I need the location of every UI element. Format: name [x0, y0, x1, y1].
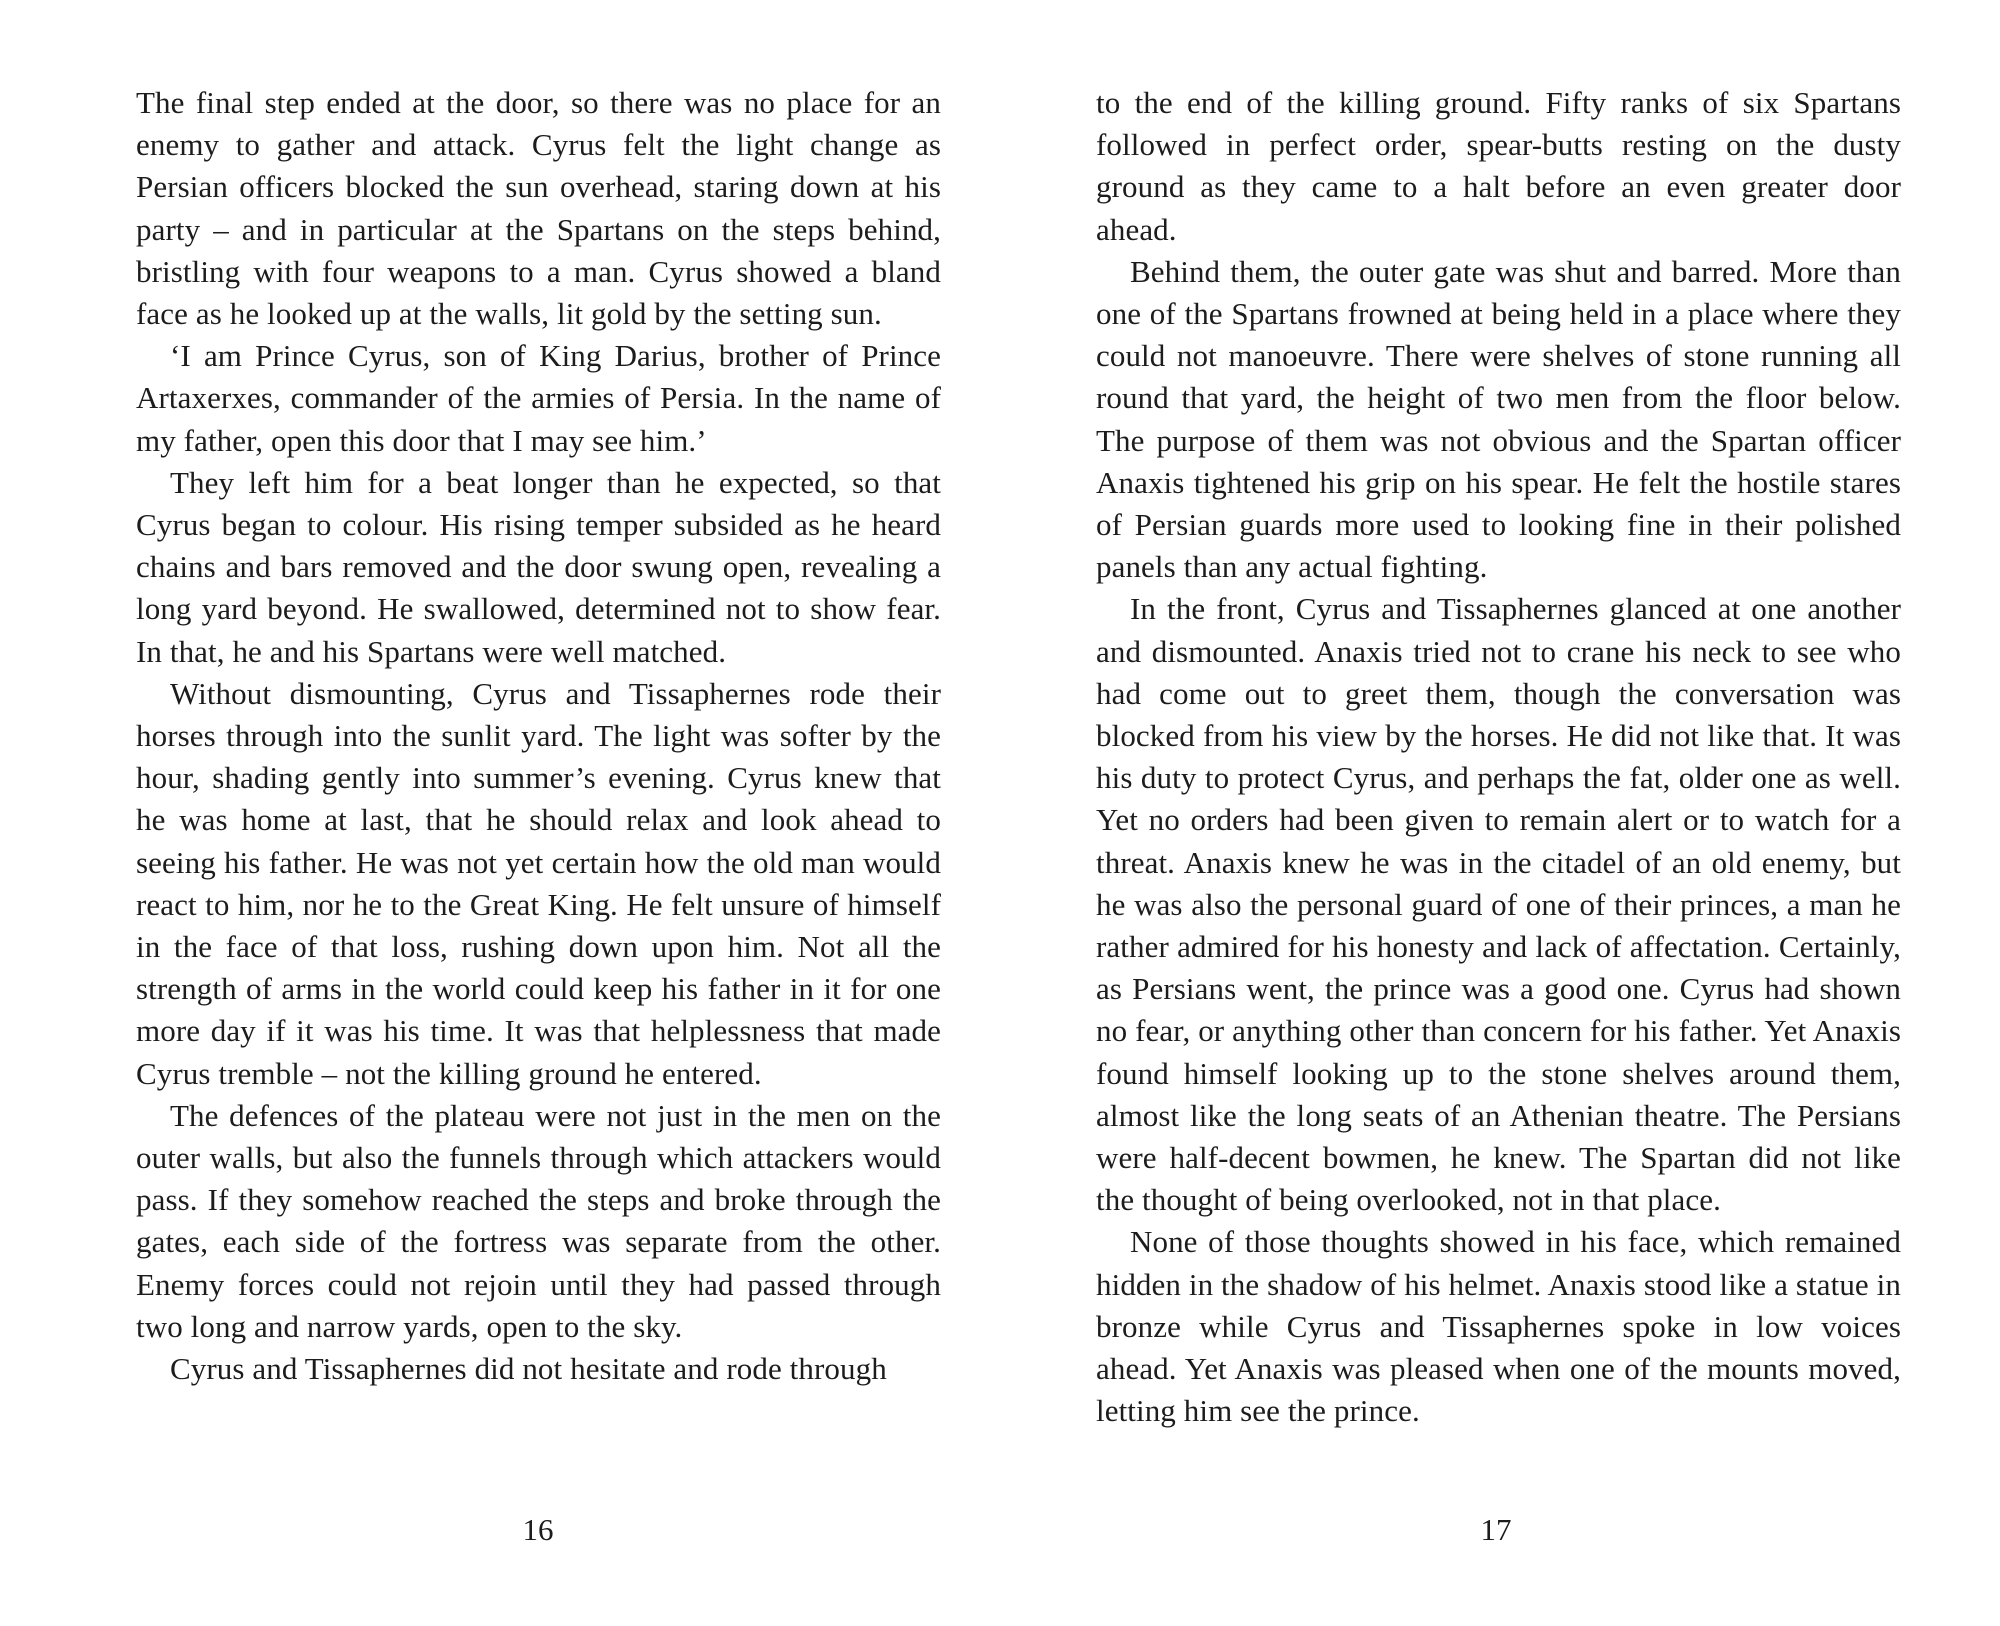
- right-paragraph-1: to the end of the killing ground. Fifty ranks of six Spartans followed in perfect order, spear-butts resting on the dusty ground as they came to a halt before an even greater door ahead.: [1096, 85, 1901, 247]
- left-paragraph-4: Without dismounting, Cyrus and Tissaphernes rode their horses through into the sunlit yard. The light was softer by the hour, shading gently into summer’s evening. Cyrus knew that he was home at last, that he should relax and look ahead to seeing his father. He was not yet certain how the old man would react to him, nor he to the Great King. He felt unsure of himself in the face of that loss, rushing down upon him. Not all the strength of arms in the world could keep his father in it for one more day if it was his time. It was that helplessness that made Cyrus tremble – not the killing ground he entered.: [136, 675, 941, 1091]
- right-paragraph-2: Behind them, the outer gate was shut and barred. More than one of the Spartans frowned at being held in a place where they could not manoeuvre. There were shelves of stone running all round that yard, the height of two men from the floor below. The purpose of them was not obvious and the Spartan officer Anaxis tightened his grip on his spear. He felt the hostile stares of Persian guards more used to looking fine in their polished panels than any actual fighting.: [1096, 253, 1901, 585]
- left-page: [136, 82, 941, 1390]
- left-paragraph-2: ‘I am Prince Cyrus, son of King Darius, brother of Prince Artaxerxes, commander of the armies of Persia. In the name of my father, open this door that I may see him.’: [136, 338, 941, 458]
- right-page-number: 17: [1480, 1512, 1512, 1547]
- right-page: [1096, 82, 1901, 1433]
- right-paragraph-4: None of those thoughts showed in his face, which remained hidden in the shadow of his helmet. Anaxis stood like a statue in bronze while Cyrus and Tissaphernes spoke in low voices ahead. Yet Anaxis was pleased when one of the mounts moved, letting him see the prince.: [1096, 1224, 1901, 1429]
- left-page-number: 16: [522, 1512, 554, 1547]
- left-paragraph-6: Cyrus and Tissaphernes did not hesitate and rode through: [170, 1351, 887, 1387]
- left-paragraph-3: They left him for a beat longer than he expected, so that Cyrus began to colour. His rising temper subsided as he heard chains and bars removed and the door swung open, revealing a long yard beyond. He swallowed, determined not to show fear. In that, he and his Spartans were well matched.: [136, 464, 941, 669]
- left-paragraph-1: The final step ended at the door, so there was no place for an enemy to gather and attack. Cyrus felt the light change as Persian officers blocked the sun overhead, staring down at his party – and in particular at the Spartans on the steps behind, bristling with four weapons to a man. Cyrus showed a bland face as he looked up at the walls, lit gold by the setting sun.: [136, 85, 941, 332]
- right-paragraph-3: In the front, Cyrus and Tissaphernes glanced at one another and dismounted. Anaxis tried not to crane his neck to see who had come out to greet them, though the conversation was blocked from his view by the horses. He did not like that. It was his duty to protect Cyrus, and perhaps the fat, older one as well. Yet no orders had been given to remain alert or to watch for a threat. Anaxis knew he was in the citadel of an old enemy, but he was also the personal guard of one of their princes, a man he rather admired for his honesty and lack of affectation. Certainly, as Persians went, the prince was a good one. Cyrus had shown no fear, or anything other than concern for his father. Yet Anaxis found himself looking up to the stone shelves around them, almost like the long seats of an Athenian theatre. The Persians were half-decent bowmen, he knew. The Spartan did not like the thought of being overlooked, not in that place.: [1096, 591, 1901, 1218]
- left-paragraph-5: The defences of the plateau were not just in the men on the outer walls, but also the funnels through which attackers would pass. If they somehow reached the steps and broke through the gates, each side of the fortress was separate from the other. Enemy forces could not rejoin until they had passed through two long and narrow yards, open to the sky.: [136, 1097, 941, 1344]
